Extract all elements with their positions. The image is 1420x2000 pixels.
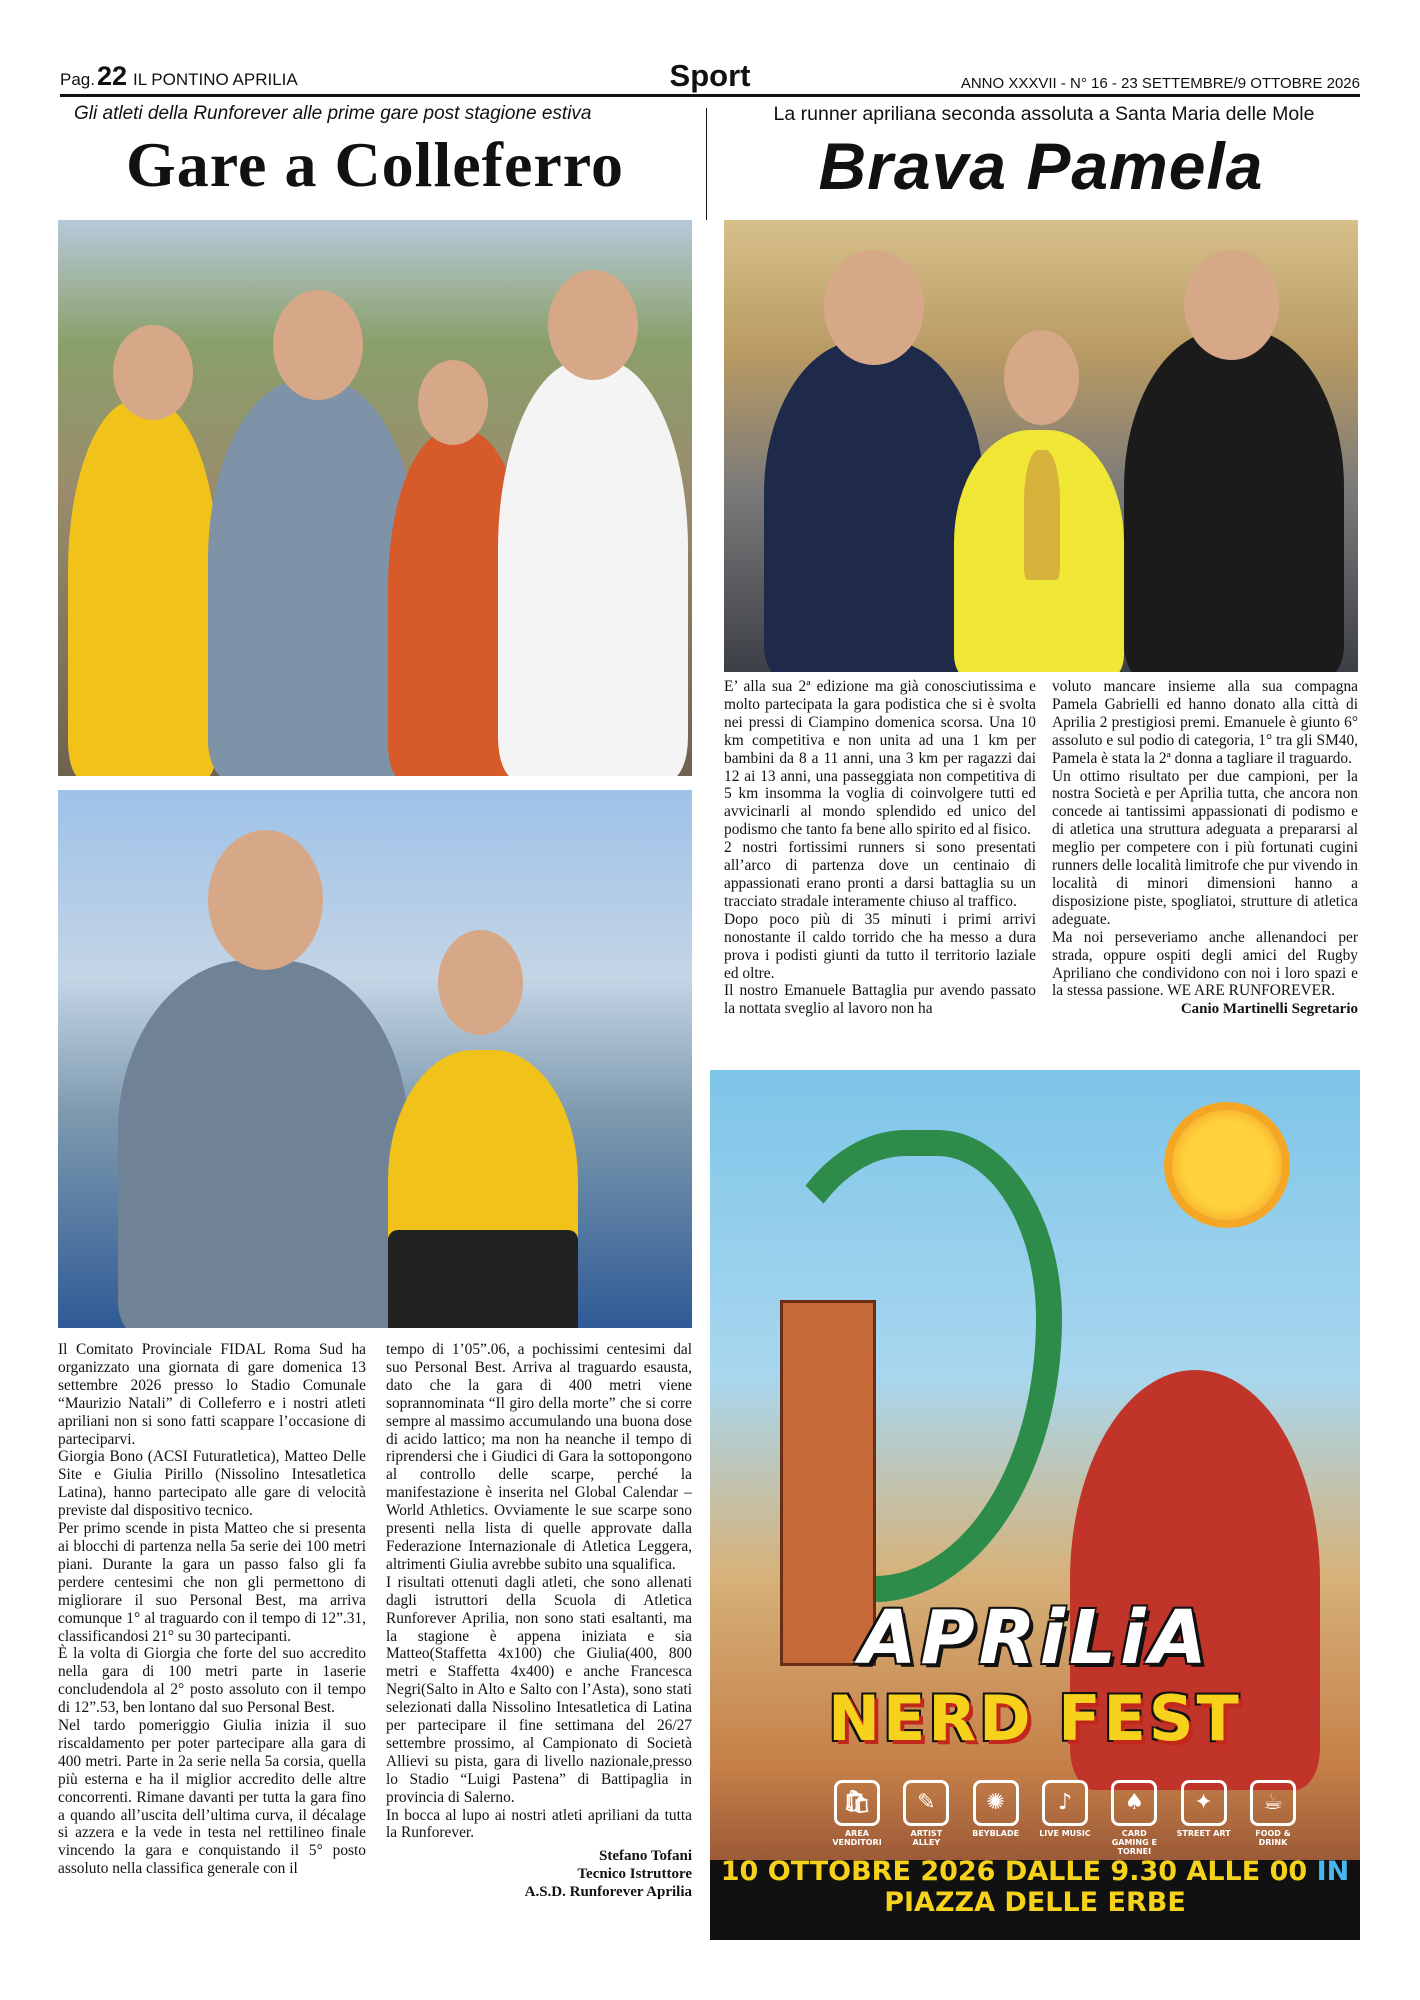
poster-feature: [1177, 1780, 1231, 1856]
left-article-col2: [386, 1341, 692, 1902]
photo-podium-award: [724, 220, 1358, 672]
section-title: Sport: [669, 58, 751, 93]
poster-feature-label: LIVE MUSIC: [1039, 1829, 1091, 1838]
photo-coach-runner: [58, 790, 692, 1328]
signature-org: A.S.D. Runforever Aprilia: [524, 1884, 692, 1901]
cards-icon: ♠: [1111, 1780, 1157, 1826]
poster-feature-label: ARTIST ALLEY: [910, 1829, 943, 1847]
photo-athletes-group: [58, 220, 692, 776]
poster-title-aprilia: APRiLiA: [859, 1595, 1211, 1681]
right-article-col2: [1052, 678, 1358, 1019]
paragraph: 2 nostri fortissimi runners si sono presentati all’arco di partenza dove un centinaio di appassionati erano pronti a darsi battaglia su un tracciato stradale interamente chiuso al traffico.: [724, 839, 1036, 910]
poster-feature-label: BEYBLADE: [972, 1829, 1020, 1838]
left-kicker: Gli atleti della Runforever alle prime gare post stagione estiva: [74, 103, 592, 124]
bag-icon: 🛍: [834, 1780, 880, 1826]
paragraph: I risultati ottenuti dagli atleti, che sono allenati dagli istruttori della Scuola di Atletica Runforever Aprilia, non sono stati esaltanti, ma la stagione è appena iniziata e sia Matteo(Staffetta 4x100) che Giulia(400, 800 metri e Staffetta 4x400) e anche Francesca Negri(Salto in Alto e Salto con l’Asta), sono stati selezionati dalla Nissolino Intesatletica di Latina per partecipare il fine settimana del 26/27 settembre prossimo, al Campionato di Società Allievi su pista, gara di livello nazionale,presso lo Stadio “Luigi Pastena” di Battipaglia in provincia di Salerno.: [386, 1573, 692, 1806]
paragraph: Un ottimo risultato per due campioni, per la nostra Società e per Aprilia tutta, che ancora non concede ai tantissimi appassionati di podismo e di atletica una struttura adeguata a prepararsi al meglio per competere con i più fortunati cugini runners delle località limitrofe che pur vivendo in località di minori dimensioni hanno a disposizione piste, spogliatoi, strutture di atletica adeguate.: [1052, 767, 1358, 928]
paragraph: Ma noi perseveriamo anche allenandoci per strada, oppure ospiti degli amici del Rugby Apriliano che condividono con noi i loro spazi e la stessa passione. WE ARE RUNFOREVER.: [1052, 928, 1358, 1000]
column-divider: [706, 108, 707, 220]
paragraph: In bocca al lupo ai nostri atleti apriliani da tutta la Runforever.: [386, 1806, 692, 1842]
burger-icon: ☕: [1250, 1780, 1296, 1826]
poster-feature: [1246, 1780, 1300, 1856]
left-article-signature: [386, 1848, 692, 1902]
paragraph: voluto mancare insieme alla sua compagna Pamela Gabrielli ed hanno donato alla città di Aprilia 2 prestigiosi premi. Emanuele è giunto 6° assoluto e sul podio di categoria, 1° tra gli SM40, Pamela è stata la 2ª donna a tagliare il traguardo.: [1052, 678, 1358, 767]
poster-feature: [1038, 1780, 1092, 1856]
paragraph: tempo di 1’05”.06, a pochissimi centesimi dal suo Personal Best. Arriva al traguardo esausta, dato che la gara di 400 metri viene soprannominata “Il giro della morte” che si corre sempre al massimo accumulando una buona dose di acido lattico; ma non ha neanche il tempo di riprendersi che i Giudici di Gara la sottopongono al controllo delle scarpe, perché la manifestazione è inserita nel Global Calendar – World Athletics. Ovviamente le sue scarpe sono presenti nella lista di quelle approvate dalla Federazione Internazionale di Atletica Leggera, altrimenti Giulia avrebbe subito una squalifica.: [386, 1341, 692, 1573]
paragraph: Il nostro Emanuele Battaglia pur avendo passato la nottata sveglio al lavoro non ha: [724, 982, 1036, 1018]
right-article-col1: [724, 678, 1036, 1018]
paragraph: Il Comitato Provinciale FIDAL Roma Sud ha organizzato una giornata di gare domenica 13 settembre 2026 presso lo Stadio Comunale “Maurizio Natali” di Colleferro e i nostri atleti apriliani non si sono fatti scappare l’occasione di parteciparvi.: [58, 1341, 366, 1448]
poster-feature-label: CARD GAMING E TORNEI: [1111, 1829, 1157, 1856]
ad-poster-nerd-fest: [710, 1070, 1360, 1940]
issue-info: ANNO XXXVII - N° 16 - 23 SETTEMBRE/9 OTTOBRE 2026: [960, 75, 1360, 92]
poster-icon-row: [830, 1780, 1300, 1856]
paragraph: Dopo poco più di 35 minuti i primi arrivi nonostante il caldo torrido che ha messo a dura prova i podisti giunti da tutto il territorio laziale ed oltre.: [724, 910, 1036, 982]
paragraph: Giorgia Bono (ACSI Futuratletica), Matteo Delle Site e Giulia Pirillo (Nissolino Intesatletica Latina), hanno partecipato alle gare di velocità previste dal dispositivo tecnico.: [58, 1448, 366, 1520]
poster-feature: [1107, 1780, 1161, 1856]
spinner-icon: ✺: [973, 1780, 1019, 1826]
poster-feature-label: AREA VENDITORI: [832, 1829, 882, 1847]
spray-icon: ✦: [1181, 1780, 1227, 1826]
paragraph: Per primo scende in pista Matteo che si presenta ai blocchi di partenza nella 5a serie dei 100 metri piani. Durante la gara un passo falso gli fa perdere centesimi che non gli permettono di migliorare il suo Personal Best, ma arriva comunque 1° al traguardo con il tempo di 12”.31, classificandosi 21° su 30 partecipanti.: [58, 1520, 366, 1645]
paragraph: È la volta di Giorgia che forte del suo accredito nella gara di 100 metri parte in 1aserie concludendola al 2° posto assoluto con il tempo di 12”.53, ben lontano dal suo Personal Best.: [58, 1645, 366, 1717]
page-header: [60, 58, 1360, 97]
poster-feature: [899, 1780, 953, 1856]
right-kicker: La runner apriliana seconda assoluta a Santa Maria delle Mole: [773, 103, 1315, 125]
poster-feature: [969, 1780, 1023, 1856]
page-label: Pag.: [60, 70, 95, 89]
paragraph: E’ alla sua 2ª edizione ma già conosciutissima e molto partecipata la gara podistica che si è svolta nei pressi di Ciampino domenica scorsa. Una 10 km competitiva e non unita ad una 1 km per bambini da 8 a 11 anni, una 3 km per ragazzi dai 12 ai 13 anni, una passeggiata non competitiva di 5 km insomma la voglia di coinvolgere tutti ed avvicinarli al mondo splendido ed unico del podismo che tanto fa bene allo spirito ed al fisico.: [724, 678, 1036, 839]
poster-feature-label: FOOD & DRINK: [1255, 1829, 1291, 1847]
right-headline: Brava Pamela: [818, 129, 1264, 203]
signature-name: Stefano Tofani: [599, 1848, 692, 1865]
poster-date-in: IN: [1316, 1856, 1350, 1887]
poster-date: [710, 1856, 1360, 1918]
poster-date-time: 10 OTTOBRE 2026 DALLE 9.30 ALLE 00: [720, 1856, 1308, 1887]
signature-role: Tecnico Istruttore: [577, 1866, 692, 1883]
left-article-col1: [58, 1341, 366, 1878]
poster-feature-label: STREET ART: [1176, 1829, 1231, 1838]
brush-icon: ✎: [903, 1780, 949, 1826]
page-number: 22: [96, 61, 128, 91]
right-article-signature: Canio Martinelli Segretario: [1180, 1001, 1358, 1018]
poster-date-place: PIAZZA DELLE ERBE: [884, 1887, 1186, 1918]
sun-icon: [1172, 1110, 1282, 1220]
paragraph: Nel tardo pomeriggio Giulia inizia il suo riscaldamento per poter partecipare alla gara di 400 metri. Parte in 2a serie nella 5a corsia, quella più esterna e ha il miglior accredito delle altre concorrenti. Rimane davanti per tutta la gara fino a quando all’uscita dell’ultima curva, il décalage si azzera e la vede in testa nel rettilineo finale vincendo la gara e conquistando il 5° posto assoluto nella classifica generale con il: [58, 1717, 366, 1878]
poster-title-nerdfest: NERD FEST: [828, 1682, 1242, 1755]
poster-feature: [830, 1780, 884, 1856]
left-headline: Gare a Colleferro: [126, 129, 624, 200]
publication-name: IL PONTINO APRILIA: [133, 70, 298, 89]
music-icon: ♪: [1042, 1780, 1088, 1826]
